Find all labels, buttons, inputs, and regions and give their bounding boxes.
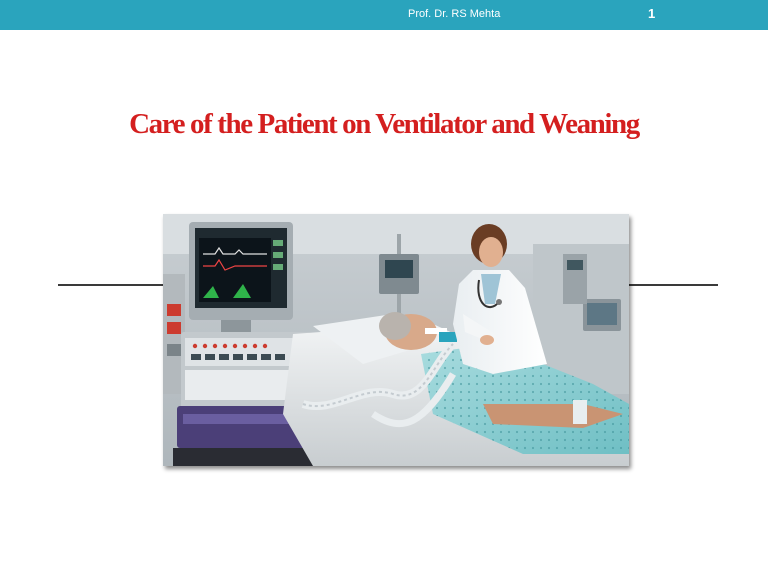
slide-title: Care of the Patient on Ventilator and Weaning (129, 108, 639, 140)
header-bar (0, 0, 768, 30)
divider-right (626, 284, 718, 286)
icu-ventilator-photo (163, 214, 629, 466)
divider-left (58, 284, 166, 286)
author-label: Prof. Dr. RS Mehta (408, 8, 501, 20)
page-number: 1 (648, 6, 656, 21)
